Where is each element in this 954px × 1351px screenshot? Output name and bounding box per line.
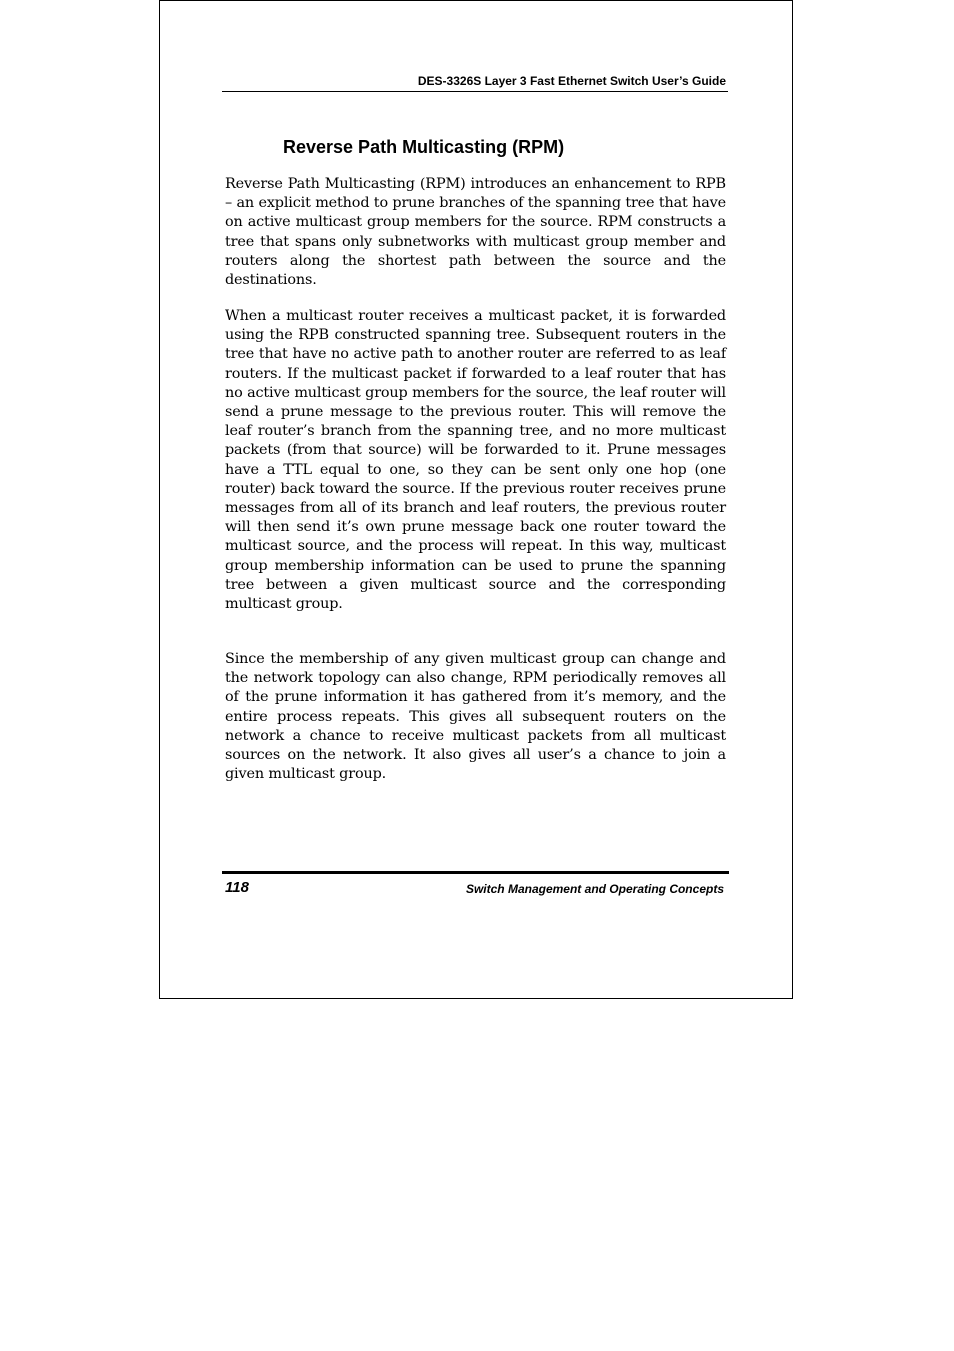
page-number: 118	[225, 879, 249, 896]
footer-rule	[222, 871, 729, 874]
paragraph-rpm-intro: Reverse Path Multicasting (RPM) introduces an enhancement to RPB – an explicit method to prune branches of the spanning tree that have on active multicast group members for the source. RPM constructs a tree that spans only subnetworks with multicast group member and routers along the shortest path between the source and the destinations.	[225, 176, 726, 289]
paragraph-periodic-reset: Since the membership of any given multicast group can change and the network topology can also change, RPM periodically removes all of the prune information it has gathered from it’s memory, and the entire process repeats. This gives all subsequent routers on the network a chance to receive multicast packets from all multicast sources on the network. It also gives all user’s a chance to join a given multicast group.	[225, 651, 726, 783]
chapter-title: Switch Management and Operating Concepts	[465, 882, 724, 896]
section-heading: Reverse Path Multicasting (RPM)	[283, 137, 565, 157]
document-title: DES-3326S Layer 3 Fast Ethernet Switch User’s Guide	[417, 74, 726, 88]
paragraph-prune-process: When a multicast router receives a multicast packet, it is forwarded using the RPB constructed spanning tree. Subsequent routers in the tree that have no active path to another router are referred to as leaf routers. If the multicast packet if forwarded to a leaf router that has no active multicast group members for the source, the leaf router will send a prune message to the previous router. This will remove the leaf router’s branch from the spanning tree, and no more multicast packets (from that source) will be forwarded to it. Prune messages have a TTL equal to one, so they can be sent only one hop (one router) back toward the source. If the previous router receives prune messages from all of its branch and leaf routers, the previous router will then send it’s own prune message back one router toward the multicast source, and the process will repeat. In this way, multicast group membership information can be used to prune the spanning tree between a given multicast source and the corresponding multicast group.	[225, 308, 726, 613]
running-header	[222, 74, 728, 92]
